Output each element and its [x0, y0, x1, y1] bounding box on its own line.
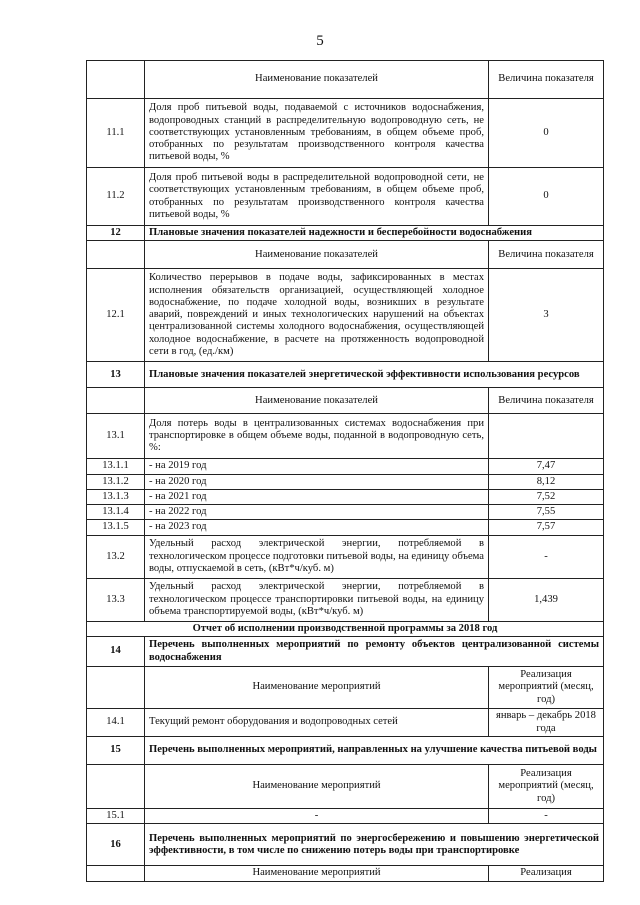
- section-number: 15: [87, 737, 145, 765]
- subheader-row: [87, 866, 604, 881]
- year-row: [87, 520, 604, 535]
- row-value: 7,57: [489, 520, 604, 535]
- row-value: 3: [489, 269, 604, 362]
- header-name-cell: Наименование показателей: [145, 241, 489, 269]
- section-number: 14: [87, 637, 145, 667]
- section-number: 12: [87, 226, 145, 241]
- row-value: 0: [489, 168, 604, 226]
- row-number: 14.1: [87, 709, 145, 737]
- row-value: 7,55: [489, 505, 604, 520]
- row-number: 11.1: [87, 99, 145, 168]
- section-title: Перечень выполненных мероприятий, направленных на улучшение качества питьевой воды: [145, 737, 604, 765]
- row-number: 15.1: [87, 809, 145, 824]
- row-number: 13.1.1: [87, 459, 145, 474]
- row-value: 8,12: [489, 474, 604, 489]
- header-value-cell: Реализация мероприятий (месяц, год): [489, 765, 604, 809]
- table-row: [87, 709, 604, 737]
- row-text: - на 2023 год: [145, 520, 489, 535]
- row-number: 11.2: [87, 168, 145, 226]
- table-row: [87, 414, 604, 459]
- row-text: - на 2020 год: [145, 474, 489, 489]
- row-text: - на 2021 год: [145, 489, 489, 504]
- year-row: [87, 489, 604, 504]
- row-value: 1,439: [489, 578, 604, 621]
- table-row: [87, 578, 604, 621]
- table-row: [87, 809, 604, 824]
- table-row: [87, 269, 604, 362]
- row-number: 12.1: [87, 269, 145, 362]
- section-number: 16: [87, 824, 145, 866]
- row-number: 13.1.3: [87, 489, 145, 504]
- row-value: январь – декабрь 2018 года: [489, 709, 604, 737]
- row-text: - на 2019 год: [145, 459, 489, 474]
- header-name-cell: Наименование показателей: [145, 61, 489, 99]
- section-title: Плановые значения показателей надежности и бесперебойности водоснабжения: [145, 226, 604, 241]
- header-value-cell: Величина показателя: [489, 388, 604, 414]
- table-row: [87, 535, 604, 578]
- section-title: Перечень выполненных мероприятий по энергосбережению и повышению энергетической эффективности, в том числе по снижению потерь воды при транспортировке: [145, 824, 604, 866]
- row-number: 13.1: [87, 414, 145, 459]
- report-title: Отчет об исполнении производственной программы за 2018 год: [87, 621, 604, 636]
- header-value-cell: Реализация мероприятий (месяц, год): [489, 667, 604, 709]
- header-name-cell: Наименование мероприятий: [145, 866, 489, 881]
- row-value: 7,47: [489, 459, 604, 474]
- table-row: [87, 168, 604, 226]
- subheader-row: [87, 388, 604, 414]
- row-text: Доля проб питьевой воды в распределительной водопроводной сети, не соответствующих установленным требованиям, в общем объеме проб, отобранных по результатам производственного контроля качества питьевой воды, %: [145, 168, 489, 226]
- row-text: -: [145, 809, 489, 824]
- section-row: [87, 362, 604, 388]
- section-number: 13: [87, 362, 145, 388]
- header-value-cell: Реализация: [489, 866, 604, 881]
- table-row: [87, 99, 604, 168]
- row-text: - на 2022 год: [145, 505, 489, 520]
- section-row: [87, 637, 604, 667]
- row-text: Доля потерь воды в централизованных системах водоснабжения при транспортировке в общем объеме воды, поданной в водопроводную сеть, %:: [145, 414, 489, 459]
- subheader-row: [87, 667, 604, 709]
- year-row: [87, 474, 604, 489]
- year-row: [87, 505, 604, 520]
- row-value: -: [489, 809, 604, 824]
- section-row: [87, 226, 604, 241]
- row-number: 13.1.5: [87, 520, 145, 535]
- indicators-table: [86, 60, 604, 882]
- year-row: [87, 459, 604, 474]
- page-number: 5: [316, 33, 324, 49]
- row-text: Текущий ремонт оборудования и водопроводных сетей: [145, 709, 489, 737]
- row-text: Удельный расход электрической энергии, потребляемой в технологическом процессе подготовки питьевой воды, на единицу объема воды, отпускаемой в сеть, (кВт*ч/куб. м): [145, 535, 489, 578]
- row-number: 13.1.4: [87, 505, 145, 520]
- row-number: 13.2: [87, 535, 145, 578]
- row-value: -: [489, 535, 604, 578]
- header-value-cell: Величина показателя: [489, 241, 604, 269]
- row-value: 0: [489, 99, 604, 168]
- row-value: 7,52: [489, 489, 604, 504]
- section-title: Перечень выполненных мероприятий по ремонту объектов централизованной системы водоснабжения: [145, 637, 604, 667]
- section-title: Плановые значения показателей энергетической эффективности использования ресурсов: [145, 362, 604, 388]
- header-name-cell: Наименование мероприятий: [145, 765, 489, 809]
- report-title-row: [87, 621, 604, 636]
- header-name-cell: Наименование показателей: [145, 388, 489, 414]
- row-text: Количество перерывов в подаче воды, зафиксированных в местах исполнения обязательств организацией, осуществляющей холодное водоснабжение, по подаче холодной воды, возникших в результате аварий, повреждений и иных технологических нарушений на объектах централизованной системы холодного водоснабжения, осуществляющей холодное водоснабжение, в расчете на протяженность водопроводной сети в год, (ед./км): [145, 269, 489, 362]
- header-name-cell: Наименование мероприятий: [145, 667, 489, 709]
- row-text: Доля проб питьевой воды, подаваемой с источников водоснабжения, водопроводных станций в распределительную водопроводную сеть, не соответствующих установленным требованиям, в общем объеме проб, отобранных по результатам производственного контроля качества питьевой воды, %: [145, 99, 489, 168]
- section-row: [87, 824, 604, 866]
- header-value-cell: Величина показателя: [489, 61, 604, 99]
- subheader-row: [87, 765, 604, 809]
- row-text: Удельный расход электрической энергии, потребляемой в технологическом процессе транспортировки питьевой воды, на единицу объема транспортируемой воды, (кВт*ч/куб. м): [145, 578, 489, 621]
- row-number: 13.1.2: [87, 474, 145, 489]
- subheader-row: [87, 241, 604, 269]
- section-row: [87, 737, 604, 765]
- row-number: 13.3: [87, 578, 145, 621]
- table-header-row: [87, 61, 604, 99]
